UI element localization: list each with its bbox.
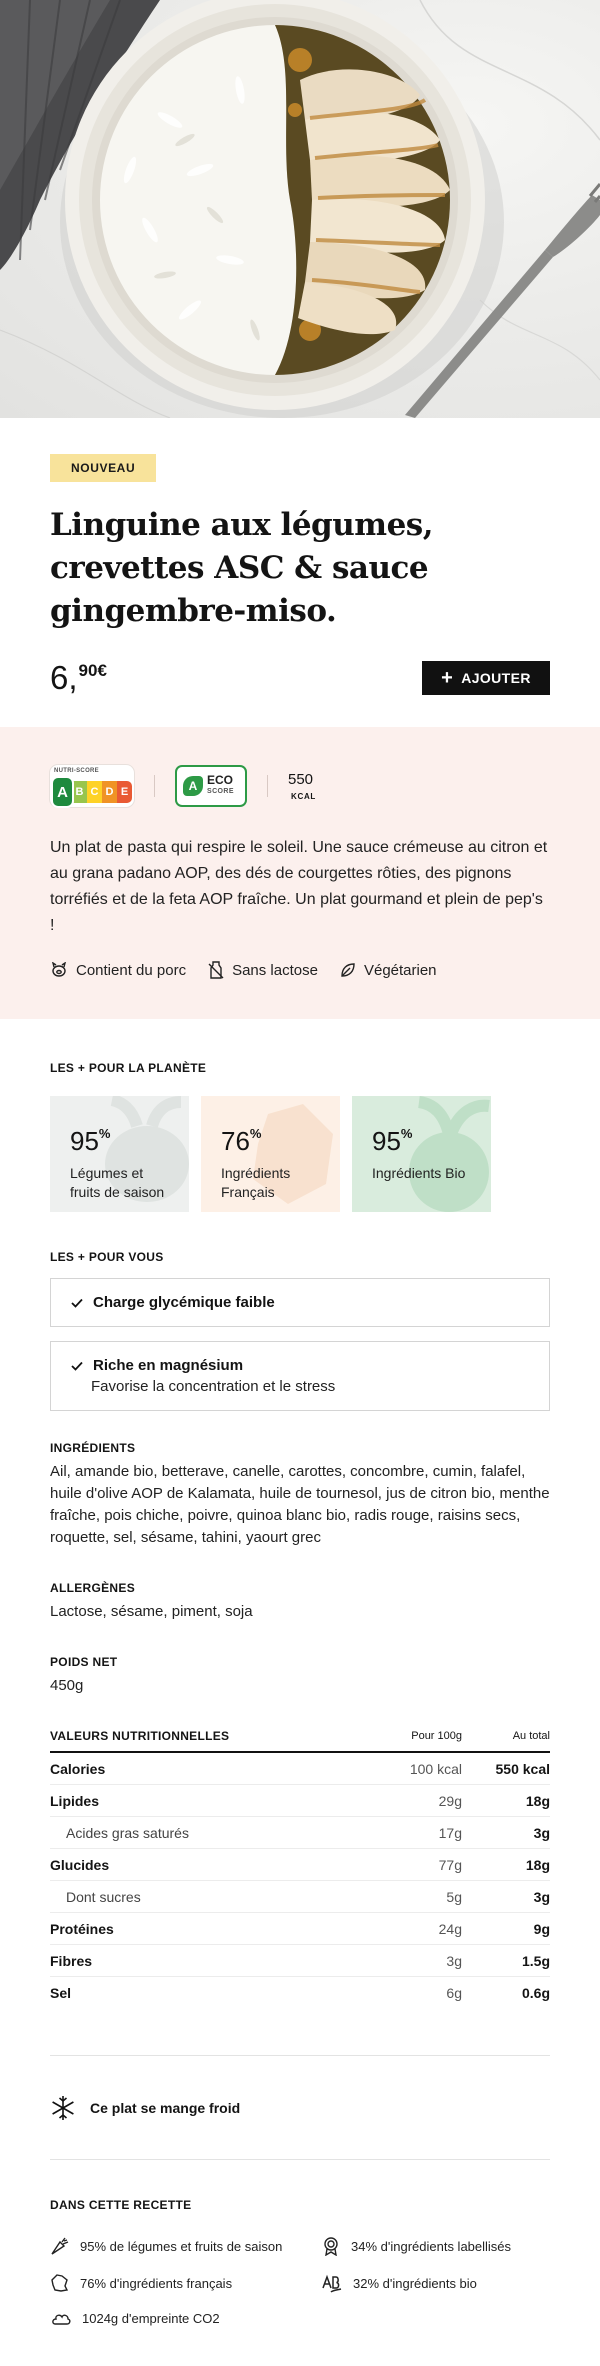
planet-title: LES + POUR LA PLANÈTE [50,1061,207,1075]
benefit-subtitle: Favorise la concentration et le stress [91,1378,336,1395]
nutrition-per100: 3g [446,1952,462,1969]
benefit-title: Riche en magnésium [93,1357,244,1374]
nutrition-row [50,1913,550,1945]
plus-icon: + [441,667,454,689]
nutrition-table [50,1753,550,2009]
nutri-grade-e: E [117,781,132,803]
ingredients-list: Ail, amande bio, betterave, canelle, carottes, concombre, cumin, falafel, huile d'olive AOP de Kalamata, huile de tournesol, jus de citron bio, menthe fraîche, pois chiche, poivre, quinoa blanc bio, radis rouge, raisins secs, roquette, sel, sésame, tahini, yaourt grec [50,1463,550,1546]
recipe-fact-label: 32% d'ingrédients bio [353,2275,477,2291]
check-icon [71,1298,83,1308]
nutrition-total: 9g [533,1920,550,1937]
nutrition-label: Fibres [50,1952,93,1969]
serve-cold-label: Ce plat se mange froid [90,2099,241,2116]
nutrition-per100: 6g [446,1985,462,2001]
benefit-title: Charge glycémique faible [93,1294,275,1311]
snowflake-icon [50,2095,76,2121]
add-button-label: AJOUTER [461,670,531,686]
planet-card-label: Ingrédients Bio [372,1165,466,1181]
weight-title: POIDS NET [50,1655,118,1669]
nutrition-label: Protéines [50,1920,114,1937]
nutrition-per100: 24g [438,1920,462,1937]
price-cents: 90€ [78,661,107,680]
ab-organic-icon [321,2273,343,2293]
serve-cold-notice [50,2055,550,2160]
price-main: 6, [50,659,78,696]
planet-card-value: 76% [221,1126,262,1156]
nutrition-row [50,1977,550,2009]
benefit-item [50,1278,550,1327]
nutrition-row [50,1945,550,1977]
planet-section [0,1019,600,1212]
recipe-fact [300,2236,550,2256]
recipe-fact [50,2310,300,2326]
for-you-title: LES + POUR VOUS [50,1250,164,1264]
planet-card-label: Ingrédients Français [221,1165,291,1200]
no-lactose-icon [208,961,224,979]
leaf-icon [340,962,356,978]
benefit-item [50,1341,550,1411]
ingredients-section [0,1411,600,1549]
recipe-section [0,2160,600,2366]
ingredients-title: INGRÉDIENTS [50,1441,136,1455]
recipe-fact-label: 76% d'ingrédients français [80,2275,233,2291]
add-to-cart-button[interactable] [422,661,550,695]
nutri-grade-a: A [53,778,72,806]
nutrition-label: Calories [50,1760,106,1777]
award-icon [321,2236,341,2256]
nutrition-row [50,1753,550,1785]
recipe-fact-label: 1024g d'empreinte CO2 [82,2310,220,2326]
recipe-fact [50,2273,300,2293]
nutrition-total: 18g [525,1792,550,1809]
nutri-grade-c: C [87,781,102,803]
recipe-fact-label: 34% d'ingrédients labellisés [351,2238,512,2254]
nutri-grade-b: B [72,781,87,803]
nutri-grade-d: D [102,781,117,803]
tag-label: Végétarien [363,961,437,979]
planet-card-label: Légumes et fruits de saison [70,1165,165,1200]
allergens-title: ALLERGÈNES [50,1581,136,1595]
nutrition-label: Lipides [50,1792,100,1809]
eco-score-line1: ECO [207,773,234,787]
eco-score-badge [175,765,247,807]
planet-card-value: 95% [372,1126,413,1156]
nutrition-row [50,1849,550,1881]
kcal-value: 550 [288,771,314,788]
nutrition-per100: 77g [438,1856,462,1873]
carrot-icon [50,2236,70,2256]
tag-vegetarian [340,961,437,979]
weight-value: 450g [50,1677,84,1694]
new-badge: NOUVEAU [50,454,156,482]
allergens-list: Lactose, sésame, piment, soja [50,1603,253,1620]
col-header-100g: Pour 100g [411,1730,462,1742]
product-title: Linguine aux légumes, crevettes ASC & sauce gingembre-miso. [50,507,434,629]
nutrition-total: 1.5g [521,1952,550,1969]
nutrition-total: 3g [533,1888,550,1905]
tag-lactose-free [208,961,318,979]
planet-card-french [201,1096,340,1212]
nutrition-label: Glucides [50,1856,110,1873]
nutrition-per100: 100 kcal [409,1760,462,1777]
nutrition-row [50,1881,550,1913]
nutrition-per100: 5g [446,1888,462,1905]
eco-leaf-icon: A [183,776,203,796]
nutrition-total: 550 kcal [495,1760,550,1777]
planet-card-seasonal [50,1096,189,1212]
recipe-fact [300,2273,550,2293]
nutrition-title: VALEURS NUTRITIONNELLES [50,1729,230,1743]
nutrition-per100: 29g [438,1792,462,1809]
planet-card-organic [352,1096,491,1212]
tag-label: Sans lactose [232,961,318,979]
check-icon [71,1361,83,1371]
info-section [0,727,600,1019]
nutrition-total: 18g [525,1856,550,1873]
col-header-total: Au total [512,1730,550,1742]
for-you-section [0,1212,600,1411]
product-description: Un plat de pasta qui respire le soleil. Une sauce crémeuse au citron et au grana padano AOP, des dés de courgettes rôties, des pignons torréfiés et de la feta AOP fraîche. Un plat gourmand et plein de pep's ! [50,839,548,934]
tag-pork [50,961,186,979]
eco-score-line2: SCORE [207,788,234,795]
nutrition-label: Acides gras saturés [66,1824,189,1841]
nutri-score-badge [50,765,134,807]
nutrition-total: 0.6g [521,1985,550,2001]
france-map-icon [50,2273,70,2293]
nutrition-row [50,1817,550,1849]
nutrition-section [0,1697,600,2160]
tag-label: Contient du porc [76,961,187,979]
nutrition-total: 3g [533,1824,550,1841]
recipe-fact-label: 95% de légumes et fruits de saison [80,2238,283,2254]
nutrition-label: Sel [50,1985,72,2001]
nutrition-per100: 17g [438,1824,462,1841]
allergens-section [0,1549,600,1623]
nutrition-label: Dont sucres [66,1888,141,1905]
nutri-score-label: NUTRI-SCORE [54,768,99,774]
calories-summary [288,771,316,801]
nutrition-row [50,1785,550,1817]
recipe-fact [50,2236,300,2256]
weight-section [0,1623,600,1697]
product-photo [0,0,600,418]
recipe-title: DANS CETTE RECETTE [50,2198,192,2212]
price [50,659,107,697]
cloud-icon [50,2310,72,2326]
planet-card-value: 95% [70,1126,111,1156]
pig-icon [50,962,68,978]
kcal-unit: KCAL [291,792,317,801]
